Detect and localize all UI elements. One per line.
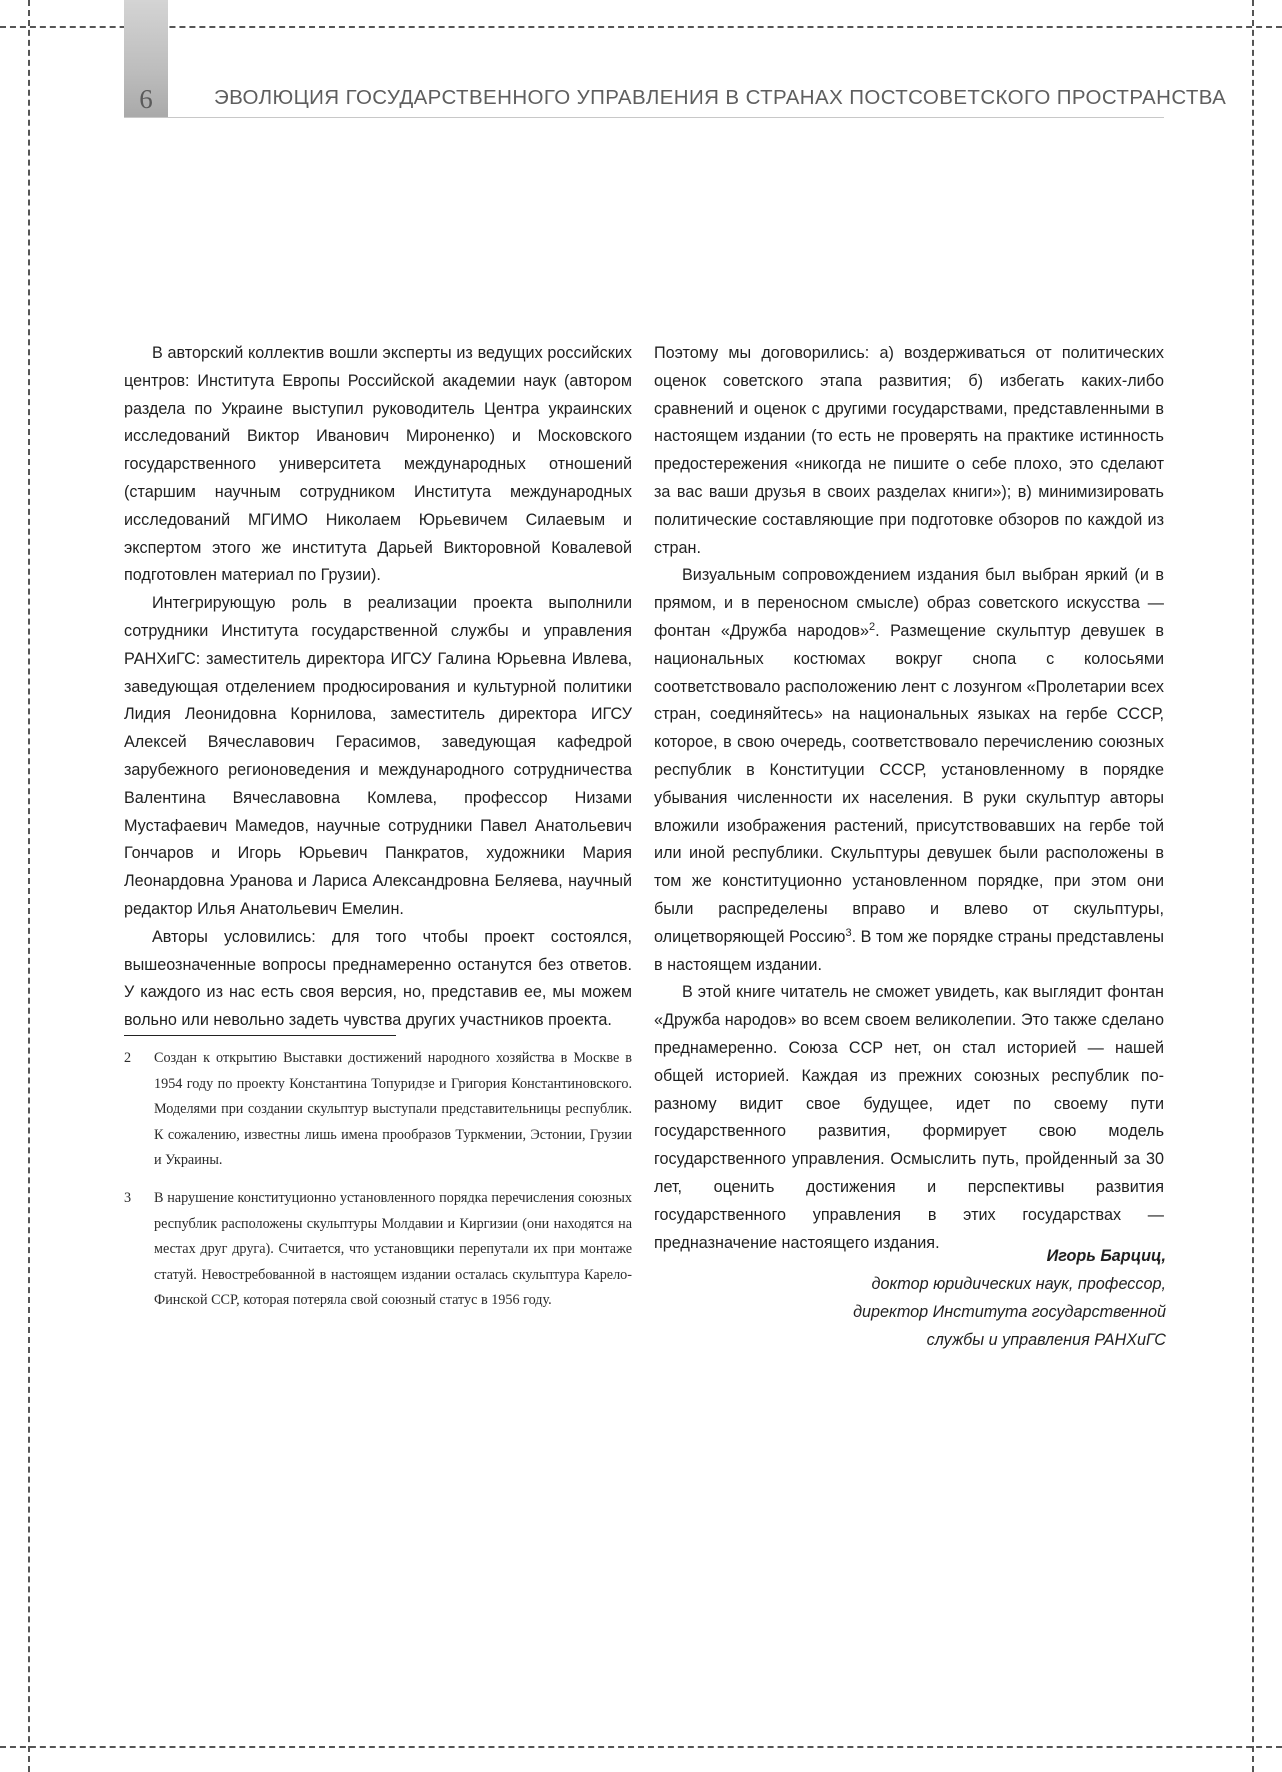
footnote-text: Создан к открытию Выставки достижений народного хозяйства в Москве в 1954 году по проекту Константина Топуридзе и Григория Константиновского. Моделями при создании скульптур выступали представительницы республик. К сожалению, известны лишь имена прообразов Туркмении, Эстонии, Грузии и Украины. (154, 1050, 632, 1169)
paragraph: В авторский коллектив вошли эксперты из ведущих российских центров: Института Европы Российской академии наук (автором раздела по Украине выступил руководитель Центра украинских исследований Виктор Иванович Мироненко) и Московского государственного университета международных отношений (старшим научным сотрудником Института международных исследований МГИМО Николаем Юрьевичем Силаевым и экспертом этого же института Дарьей Викторовной Ковалевой подготовлен материал по Грузии). (124, 344, 632, 585)
signature-title: директор Института государственной (853, 1303, 1166, 1321)
paragraph-text: . В том же порядке страны представлены в настоящем издании. (654, 927, 1164, 974)
paragraph: Поэтому мы договорились: а) воздерживаться от политических оценок советского этапа развития; б) избегать каких-либо сравнений и оценок с другими государствами, представленными в настоящем издании (то есть не проверять на практике истинность предостережения «никогда не пишите о себе плохо, это сделают за вас ваши друзья в своих разделах книги»); в) минимизировать политические составляющие при подготовке обзоров по каждой из стран. (654, 344, 1164, 557)
footnote (124, 1046, 632, 1174)
signature-title: службы и управления РАНХиГС (926, 1331, 1166, 1349)
crop-frame-top (0, 26, 1282, 28)
left-column (124, 340, 632, 1035)
footnote-ref[interactable]: 3 (845, 926, 852, 939)
paragraph: В этой книге читатель не сможет увидеть, как выглядит фонтан «Дружба народов» во всем своем великолепии. Это также сделано преднамеренно. Союза ССР нет, он стал историей — нашей общей историей. Каждая из прежних союзных республик по-разному видит свое будущее, идет по своему пути государственного развития, формирует свою модель государственного управления. Осмыслить путь, пройденный за 30 лет, оценить достижения и перспективы развития государственного управления в этих государствах — предназначение настоящего издания. (654, 983, 1164, 1252)
signature-block (654, 1242, 1166, 1354)
paragraph-text: Визуальным сопровождением издания был выбран яркий (и в прямом, и в переносном смысле) образ советского искусства — фонтан «Дружба народов» (654, 566, 1164, 640)
page-number: 6 (139, 84, 153, 114)
crop-frame-bottom (0, 1746, 1282, 1748)
running-title: ЭВОЛЮЦИЯ ГОСУДАРСТВЕННОГО УПРАВЛЕНИЯ В СТРАНАХ ПОСТСОВЕТСКОГО ПРОСТРАНСТВА (214, 86, 1227, 109)
footnote-number: 3 (124, 1189, 132, 1206)
signature-title: доктор юридических наук, профессор, (871, 1275, 1166, 1293)
header-rule (124, 117, 1164, 118)
right-column (654, 340, 1164, 1257)
paragraph: Авторы условились: для того чтобы проект состоялся, вышеозначенные вопросы преднамеренно останутся без ответов. У каждого из нас есть своя версия, но, представив ее, мы можем вольно или невольно задеть чувства других участников проекта. (124, 927, 632, 1030)
footnote-ref[interactable]: 2 (869, 620, 876, 633)
crop-frame-left (28, 0, 30, 1772)
footnotes (124, 1046, 632, 1326)
paragraph-text: . Размещение скульптур девушек в национальных костюмах вокруг снопа с колосьями соответствовало расположению лент с лозунгом «Пролетарии всех стран, соединяйтесь» на национальных языках на гербе СССР, которое, в свою очередь, соответствовало перечислению союзных республик в Конституции СССР, установленному в порядке убывания численности их населения. В руки скульптур авторы вложили изображения растений, присутствовавших на гербе той или иной республики. Скульптуры девушек были расположены в том же конституционно установленном порядке, при этом они были распределены вправо и влево от скульптуры, олицетворяющей Россию (654, 621, 1165, 946)
paragraph (654, 562, 1164, 979)
footnote-rule (124, 1035, 396, 1036)
paragraph: Интегрирующую роль в реализации проекта выполнили сотрудники Института государственной службы и управления РАНХиГС: заместитель директора ИГСУ Галина Юрьевна Ивлева, заведующая отделением продюсирования и культурной политики Лидия Леонидовна Корнилова, заместитель директора ИГСУ Алексей Вячеславович Герасимов, заведующая кафедрой зарубежного регионоведения и международного сотрудничества Валентина Вячеславовна Комлева, профессор Низами Мустафаевич Мамедов, научные сотрудники Павел Анатольевич Гончаров и Игорь Юрьевич Панкратов, художники Мария Леонардовна Уранова и Лариса Александровна Беляева, научный редактор Илья Анатольевич Емелин. (124, 594, 632, 918)
crop-frame-right (1252, 0, 1254, 1772)
footnote-text: В нарушение конституционно установленного порядка перечисления союзных республик расположены скульптуры Молдавии и Киргизии (они находятся на местах друг друга). Считается, что установщики перепутали их при монтаже статуй. Невостребованной в настоящем издании осталась скульптура Карело-Финской ССР, которая потеряла свой союзный статус в 1956 году. (154, 1189, 632, 1309)
signature-name: Игорь Барциц, (1046, 1247, 1166, 1265)
footnote-number: 2 (124, 1050, 132, 1066)
footnote (124, 1186, 632, 1314)
